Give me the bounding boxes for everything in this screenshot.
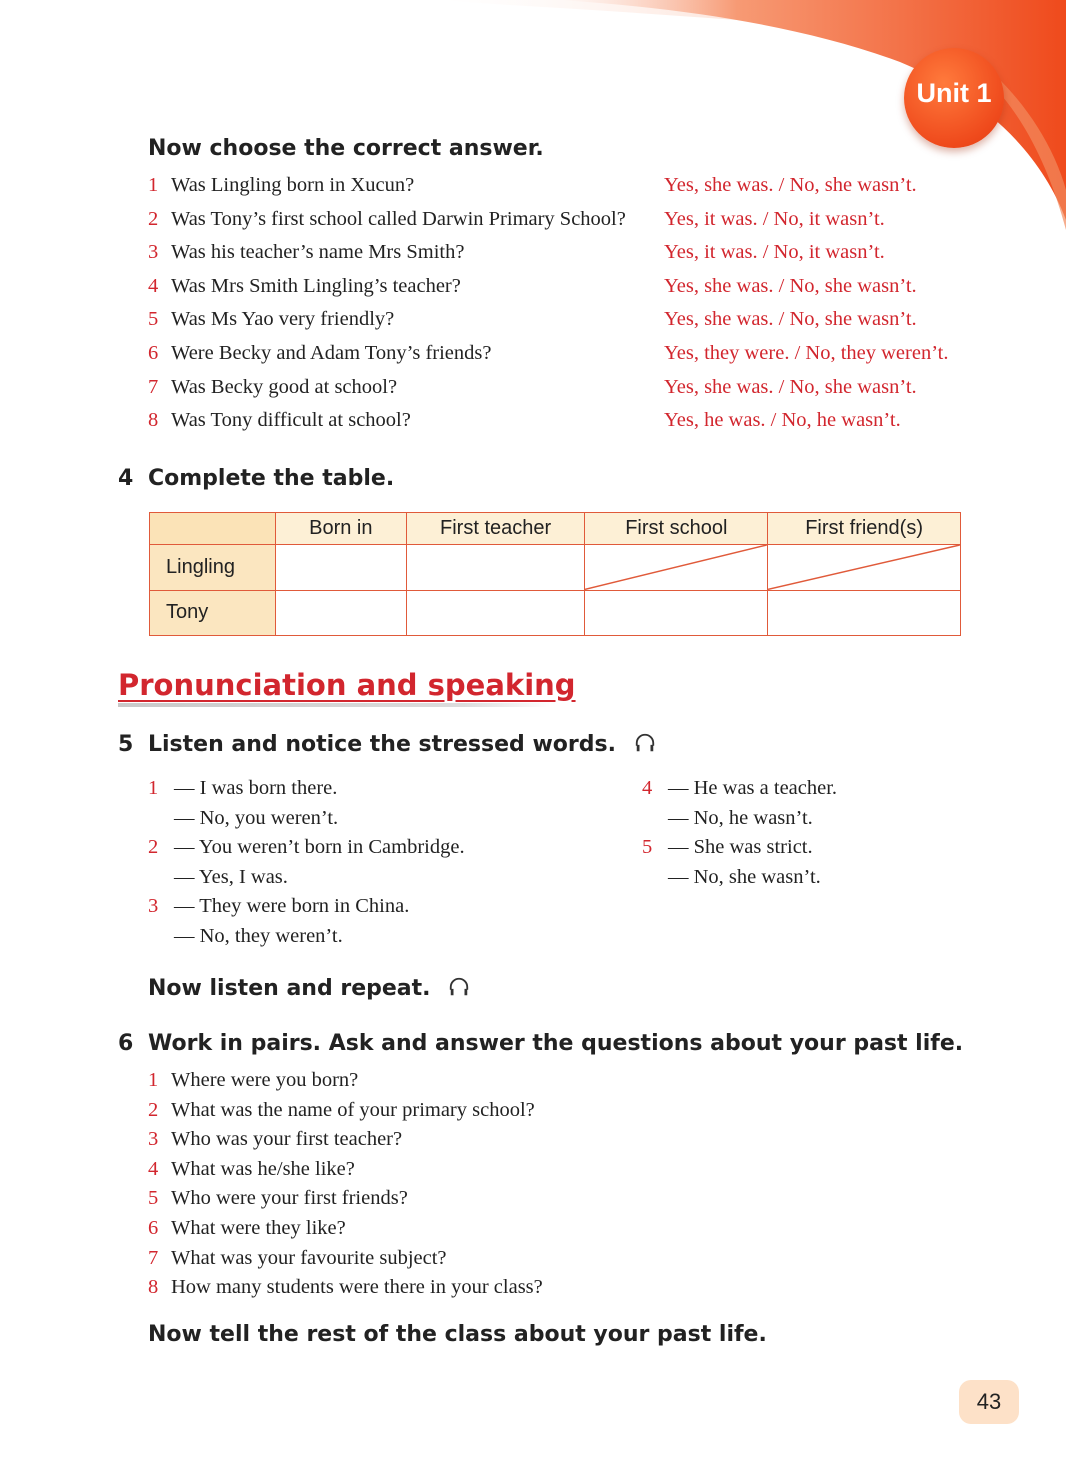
list-item: 2 Was Tony’s first school called Darwin Primary School? Yes, it was. / No, it wasn’t. xyxy=(148,203,626,237)
dialog-line: — Yes, I was. xyxy=(174,865,288,888)
table-cell-blank[interactable] xyxy=(768,590,961,635)
table-cell-blank[interactable] xyxy=(275,590,406,635)
section-title: Pronunciation and speaking xyxy=(118,668,576,702)
answer-options: Yes, they were. / No, they weren’t. xyxy=(664,341,949,364)
dialog-line: — No, you weren’t. xyxy=(174,806,339,829)
list-item: 5 Was Ms Yao very friendly? Yes, she was. / No, she wasn’t. xyxy=(148,303,626,337)
ex6-question-list xyxy=(148,1066,543,1303)
answer-options: Yes, she was. / No, she wasn’t. xyxy=(664,375,917,398)
listen-repeat-heading xyxy=(148,976,470,1001)
table-cell-blank[interactable] xyxy=(406,545,585,590)
dialog-line: 3 — They were born in China. xyxy=(148,895,410,918)
row-header: Tony xyxy=(150,590,276,635)
list-item: 6 Were Becky and Adam Tony’s friends? Yes, they were. / No, they weren’t. xyxy=(148,337,626,371)
ex4-heading xyxy=(118,466,394,491)
answer-options: Yes, she was. / No, she wasn’t. xyxy=(664,274,917,297)
row-header: Lingling xyxy=(150,545,276,590)
dialog-line: — No, he wasn’t. xyxy=(668,806,813,829)
dialog-line: 4 — He was a teacher. xyxy=(642,777,838,799)
column-header: Born in xyxy=(275,513,406,545)
dialog-list-left xyxy=(148,774,465,952)
dialog-line: 5 — She was strict. xyxy=(642,836,813,859)
dialog-list-right xyxy=(642,774,837,892)
table-corner-cell xyxy=(150,513,276,545)
table-cell-split[interactable] xyxy=(768,545,961,590)
ex6-number: 6 xyxy=(118,1031,134,1056)
unit-badge-label: Unit 1 xyxy=(916,78,992,108)
list-item: 7 Was Becky good at school? Yes, she was. / No, she wasn’t. xyxy=(148,371,626,405)
dialog-line: — No, they weren’t. xyxy=(174,924,343,947)
list-item: 3 Was his teacher’s name Mrs Smith? Yes, it was. / No, it wasn’t. xyxy=(148,236,626,270)
list-item: 3 Who was your first teacher? xyxy=(148,1128,403,1151)
listen-repeat-text: Now listen and repeat. xyxy=(148,976,431,1001)
choose-heading: Now choose the correct answer. xyxy=(148,136,544,161)
table-row xyxy=(150,545,961,590)
ex6-heading-text: Work in pairs. Ask and answer the questions about your past life. xyxy=(148,1031,964,1056)
list-item: 5 Who were your first friends? xyxy=(148,1187,408,1210)
table-cell-blank[interactable] xyxy=(585,590,768,635)
column-header: First school xyxy=(585,513,768,545)
table-header-row xyxy=(150,513,961,545)
table-row xyxy=(150,590,961,635)
headphones-icon[interactable] xyxy=(634,732,656,754)
column-header: First friend(s) xyxy=(768,513,961,545)
answer-options: Yes, it was. / No, it wasn’t. xyxy=(664,241,885,264)
ex4-number: 4 xyxy=(118,466,134,491)
headphones-icon[interactable] xyxy=(448,976,470,998)
column-header: First teacher xyxy=(406,513,585,545)
ex5-heading xyxy=(118,732,656,757)
answer-options: Yes, she was. / No, she wasn’t. xyxy=(664,174,917,196)
dialog-line: — No, she wasn’t. xyxy=(668,865,821,888)
answer-options: Yes, it was. / No, it wasn’t. xyxy=(664,207,885,230)
section-title-underline-bar xyxy=(118,703,550,707)
ex4-heading-text: Complete the table. xyxy=(148,466,395,491)
list-item: 2 What was the name of your primary school? xyxy=(148,1098,535,1121)
diagonal-divider xyxy=(768,545,960,589)
complete-table xyxy=(149,512,961,636)
list-item: 1 Was Lingling born in Xucun? Yes, she was. / No, she wasn’t. xyxy=(148,169,626,203)
list-item: 8 How many students were there in your class? xyxy=(148,1276,543,1299)
list-item: 4 What was he/she like? xyxy=(148,1157,355,1180)
table-cell-blank[interactable] xyxy=(406,590,585,635)
list-item: 6 What were they like? xyxy=(148,1216,346,1239)
choose-question-list xyxy=(148,169,949,438)
dialog-line: 2 — You weren’t born in Cambridge. xyxy=(148,836,465,859)
ex6-closing: Now tell the rest of the class about your past life. xyxy=(148,1322,767,1347)
unit-badge xyxy=(904,48,1004,148)
list-item: 1 Where were you born? xyxy=(148,1069,359,1091)
ex6-heading xyxy=(118,1031,963,1056)
page-number: 43 xyxy=(959,1380,1019,1424)
ex5-heading-text: Listen and notice the stressed words. xyxy=(148,732,616,757)
answer-options: Yes, she was. / No, she wasn’t. xyxy=(664,308,917,331)
ex5-number: 5 xyxy=(118,732,134,757)
answer-options: Yes, he was. / No, he wasn’t. xyxy=(664,409,901,432)
diagonal-divider xyxy=(585,545,767,589)
list-item: 4 Was Mrs Smith Lingling’s teacher? Yes, she was. / No, she wasn’t. xyxy=(148,270,626,304)
dialog-line: 1 — I was born there. xyxy=(148,777,338,799)
list-item: 7 What was your favourite subject? xyxy=(148,1246,447,1269)
table-cell-blank[interactable] xyxy=(275,545,406,590)
table-cell-split[interactable] xyxy=(585,545,768,590)
list-item: 8 Was Tony difficult at school? Yes, he was. / No, he wasn’t. xyxy=(148,404,626,438)
